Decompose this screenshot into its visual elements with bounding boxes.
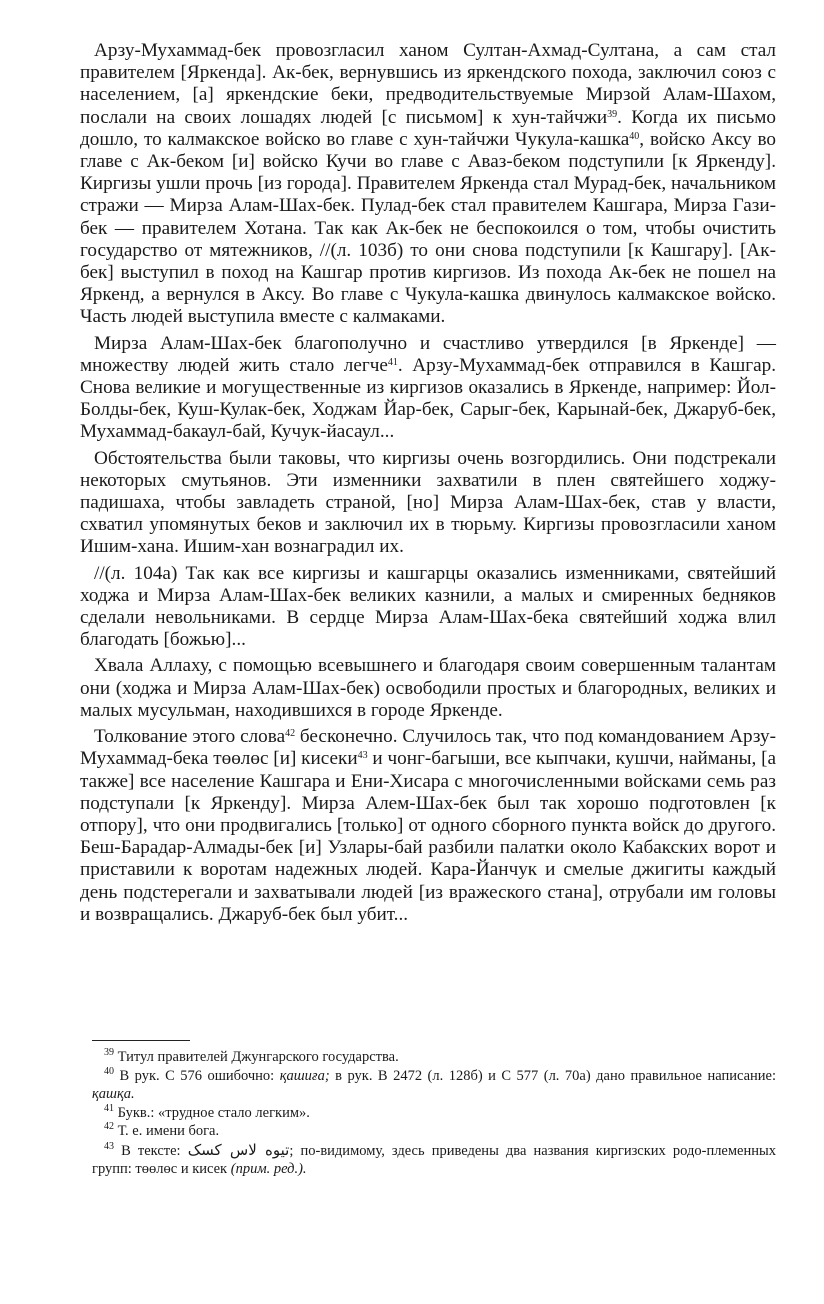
footnote-number: 43 [104, 1140, 114, 1152]
footnote-italic: қашқа. [92, 1086, 135, 1102]
footnote-number: 42 [104, 1121, 114, 1132]
footnote-43 [92, 1141, 776, 1179]
footnotes [92, 1048, 776, 1179]
footnote-ref-39[interactable]: 39 [607, 108, 618, 120]
footnote-number: 41 [104, 1102, 114, 1114]
text-segment: . Арзу-Мухаммад-бек отправился в Кашгар. Снова великие и могущественные из киргизов оказались в Яркенде, например: Йол-Болды-бек, Куш-Кулак-бек, Ходжам Йар-бек, Сарыг-бек, Карынай-бек, Джаруб-бек, Мухаммад-бакаул-бай, Кучук-йасаул... [80, 354, 776, 443]
paragraph-2 [80, 333, 776, 444]
footnote-number: 39 [104, 1047, 114, 1058]
footnote-text: Букв.: «трудное стало легким». [117, 1104, 310, 1121]
footnote-41 [92, 1104, 776, 1123]
text-segment: Арзу-Мухаммад-бек провозгласил ханом Султан-Ахмад-Султана, а сам стал правителем [Яркенда]. Ак-бек, вернувшись из яркендского похода, заключил союз с населением, [а] яркендские беки, предводительствуемые Мирзой Алам-Шахом, послали на своих лошадях людей [с письмом] к хун-тайчжи [80, 40, 776, 128]
footnote-42 [92, 1122, 776, 1141]
footnote-italic: (прим. ред.). [230, 1161, 307, 1177]
main-text [80, 40, 776, 926]
arabic-script-text: تیوه لاس کسک [187, 1140, 290, 1159]
footnote-39 [92, 1048, 776, 1067]
paragraph-5: Хвала Аллаху, с помощью всевышнего и благодаря своим совершенным талантам они (ходжа и Мирза Алам-Шах-бек) освободили простых и благородных, великих и малых мусульман, находившихся в городе Яркенде. [80, 655, 776, 721]
text-segment: Мирза Алам-Шах-бек благополучно и счастливо утвердился [в Яркенде] — множеству людей жить стало легче [80, 332, 776, 376]
footnote-text: Титул правителей Джунгарского государства. [117, 1049, 399, 1065]
footnote-ref-43[interactable]: 43 [357, 750, 368, 762]
paragraph-6 [80, 726, 776, 926]
paragraph-3: Обстоятельства были таковы, что киргизы очень возгордились. Они подстрекали некоторых смутьянов. Эти изменники захватили в плен святейшего ходжу-падишаха, чтобы завладеть страной, [но] Мирза Алам-Шах-бек, став у власти, схватил упомянутых беков и заключил их в тюрьму. Киргизы провозгласили ханом Ишим-хана. Ишим-хан вознаградил их. [80, 447, 776, 558]
footnote-text: В тексте: [121, 1142, 188, 1159]
text-segment: и чонг-багыши, все кыпчаки, кушчи, найманы, [а также] все население Кашгара и Ени-Хисара с многочисленными войсками семь раз подступали [к Яркенду]. Мирза Алем-Шах-бек был так хорошо подготовлен [к отпору], что они продвигались [только] от одного сборного пункта войск до другого. Беш-Барадар-Алмады-бек [и] Узлары-бай разбили палатки около Кабакских ворот и приставили к воротам надежных людей. Кара-Йанчук и смелые джигиты каждый день подстерегали и захватывали людей [из вражеского стана], отрубали им головы и возвращались. Джаруб-бек был убит... [80, 748, 776, 925]
footnote-text: Т. е. имени бога. [117, 1123, 220, 1139]
footnote-text: в рук. В 2472 (л. 128б) и С 577 (л. 70а) дано правильное написание: [329, 1067, 777, 1084]
paragraph-1 [80, 40, 776, 329]
footnote-ref-41[interactable]: 41 [387, 356, 398, 368]
footnote-italic: қашиға; [279, 1067, 330, 1084]
footnote-ref-40[interactable]: 40 [629, 130, 640, 142]
footnote-number: 40 [104, 1065, 114, 1077]
footnote-ref-42[interactable]: 42 [285, 728, 296, 740]
paragraph-4: //(л. 104а) Так как все киргизы и кашгарцы оказались изменниками, святейший ходжа и Мирза Алам-Шах-бек великих казнили, а малых и смиренных бедняков сделали невольниками. В сердце Мирза Алам-Шах-бека святейший ходжа влил благодать [божью]... [80, 562, 776, 651]
text-segment: . Когда их письмо дошло, то калмакское войско во главе с хун-тайчжи Чукула-кашка [80, 106, 776, 150]
footnote-text: В рук. С 576 ошибочно: [119, 1067, 280, 1084]
text-segment: , войско Аксу во главе с Ак-беком [и] войско Кучи во главе с Аваз-беком подступили [к Яркенду]. Киргизы ушли прочь [из города]. Правителем Яркенда стал Мурад-бек, начальником стражи — Мирза Алам-Шах-бек. Пулад-бек стал правителем Кашгара, Мирза Гази-бек — правителем Хотана. Так как Ак-бек не беспокоился о том, чтобы очистить государство от мятежников, //(л. 103б) то они снова подступили [к Кашгару]. [Ак-бек] выступил в поход на Кашгар против киргизов. Из похода Ак-бек не пошел на Яркенд, а вернулся в Аксу. Во главе с Чукула-кашка двинулось калмакское войско. Часть людей выступила вместе с калмаками. [80, 128, 777, 328]
text-segment: Толкование этого слова [94, 726, 286, 748]
footnote-text: ; по-видимому, здесь приведены два названия киргизских родо-племенных групп: төөлөс и кисек [92, 1142, 776, 1177]
footnote-40 [92, 1067, 776, 1104]
footnote-divider [92, 1040, 190, 1041]
text-segment: бесконечно. Случилось так, что под командованием Арзу-Мухаммад-бека төөлөс [и] кисеки [80, 726, 776, 770]
